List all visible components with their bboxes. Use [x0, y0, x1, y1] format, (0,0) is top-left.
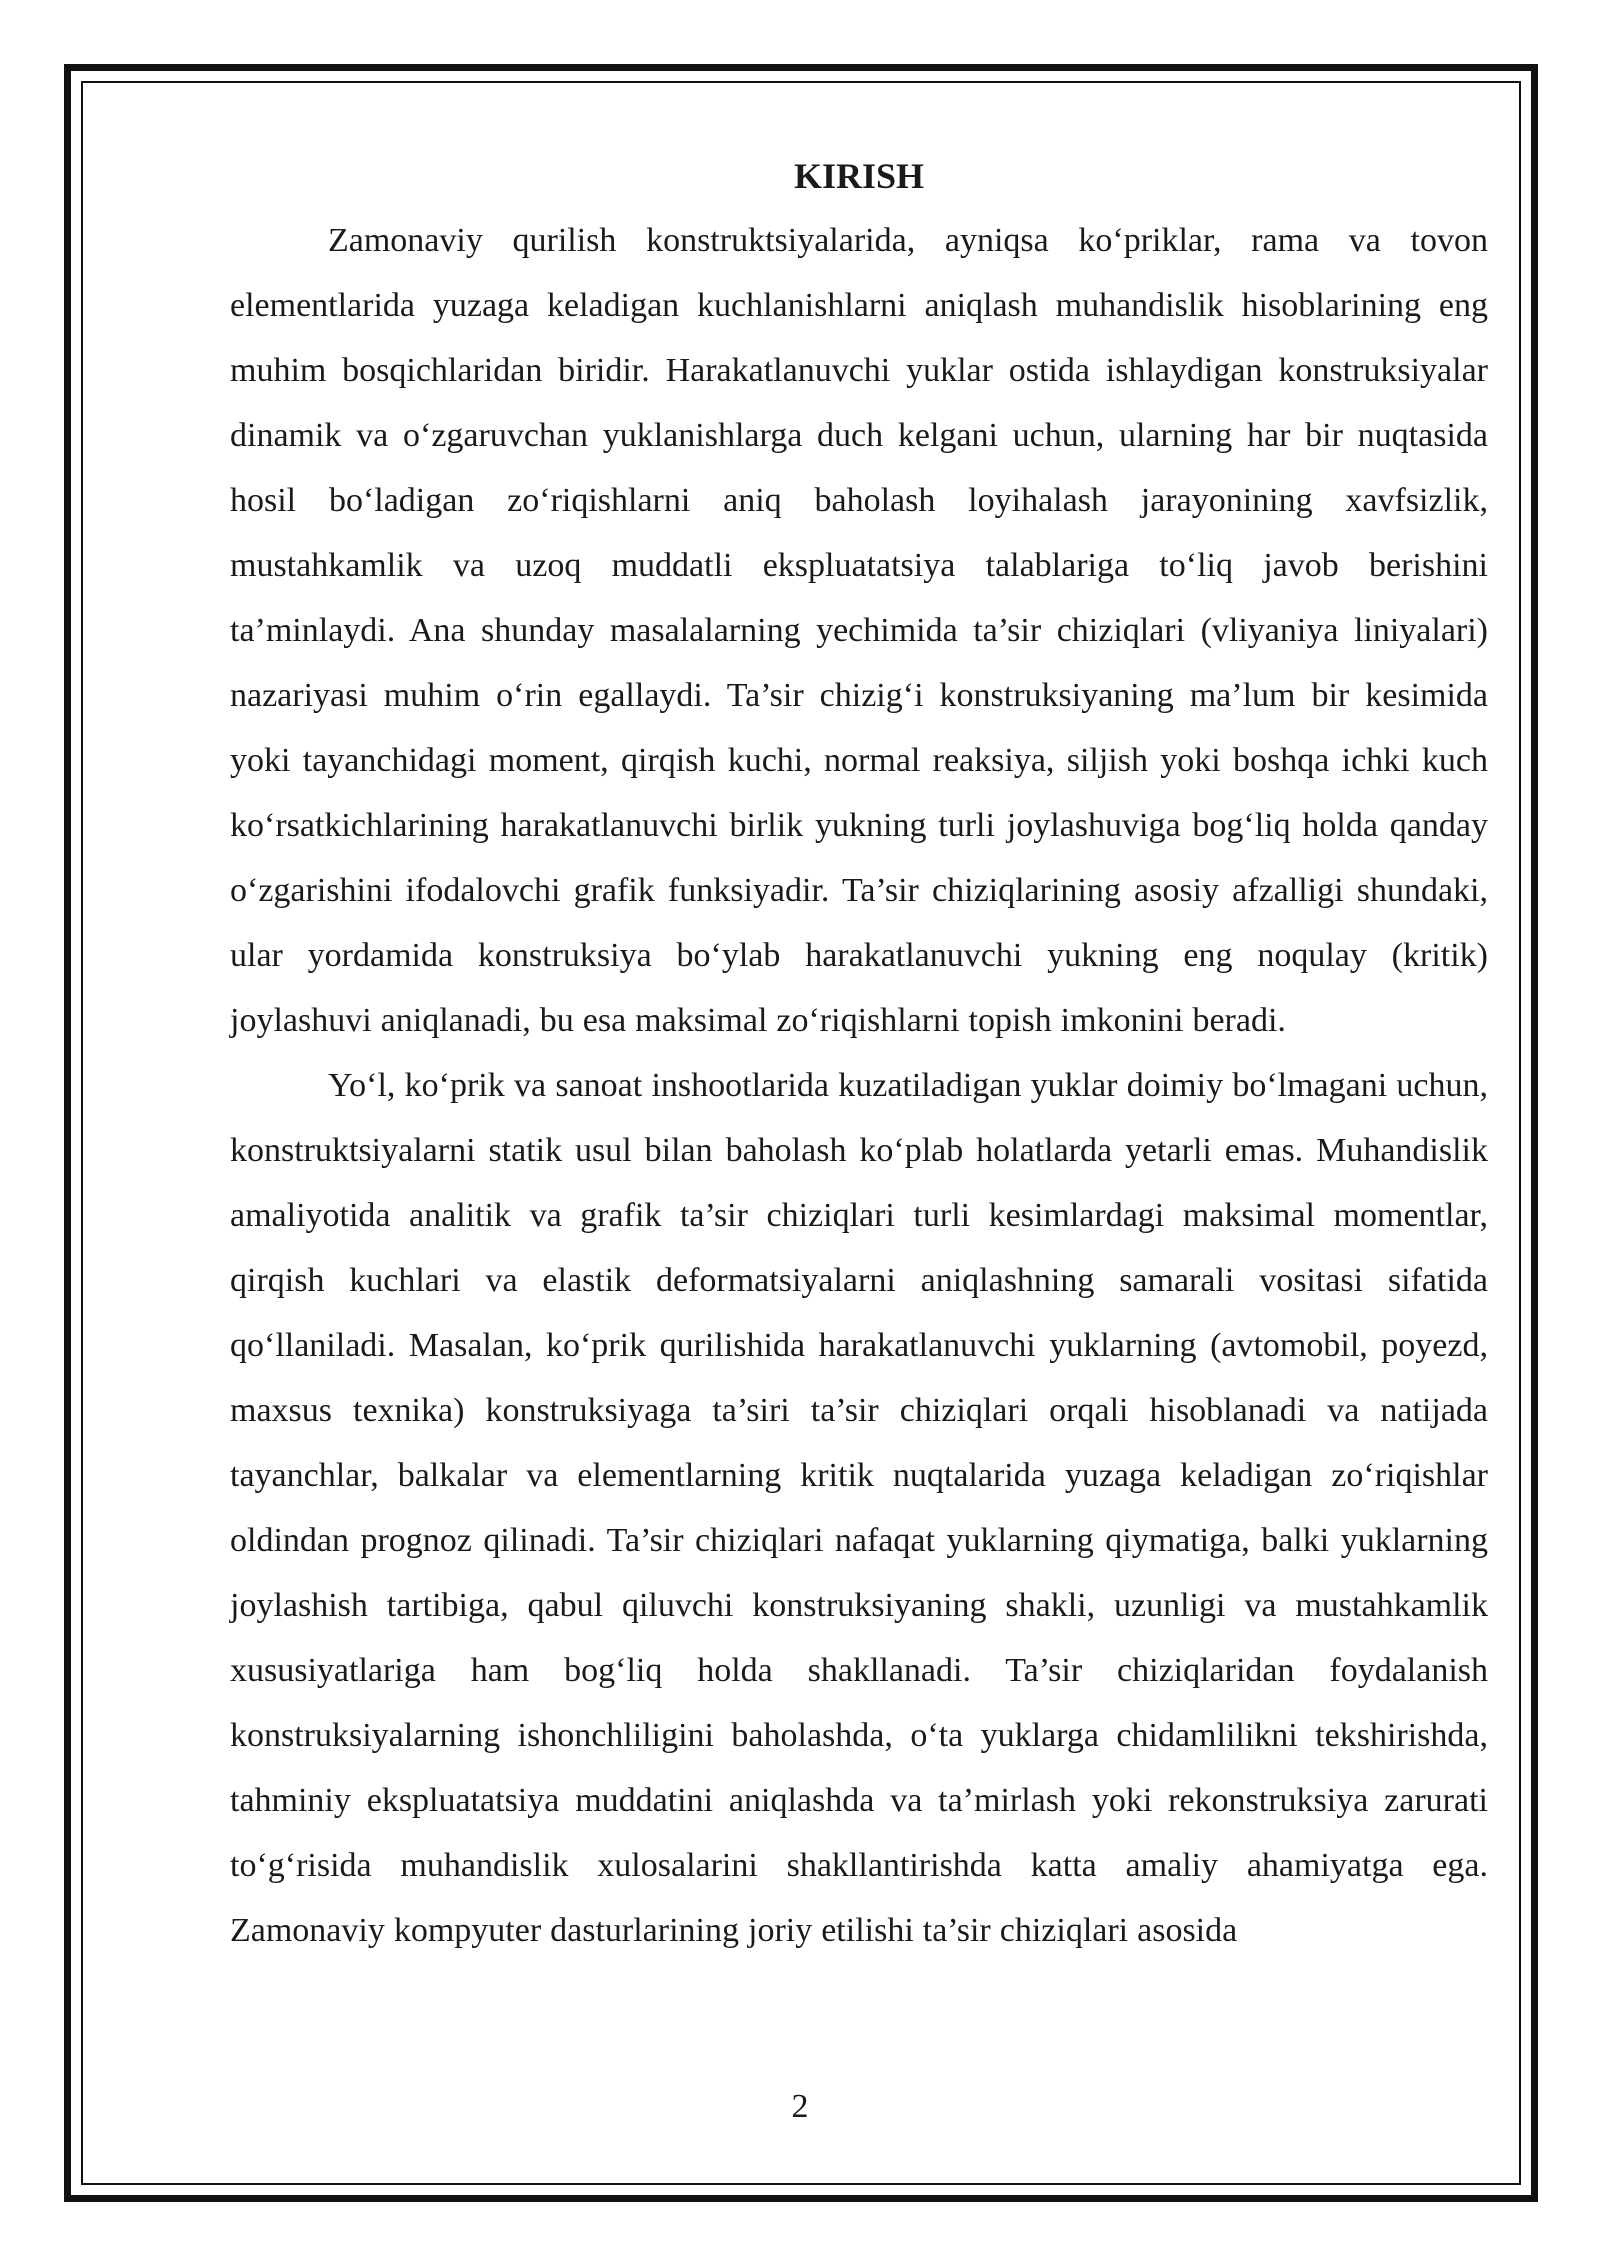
- paragraph-2: Yo‘l, ko‘prik va sanoat inshootlarida kuzatiladigan yuklar doimiy bo‘lmagani uchun, konstruktsiyalarni statik usul bilan baholash ko‘plab holatlarda yetarli emas. Muhandislik amaliyotida analitik va grafik ta’sir chiziqlari turli kesimlardagi maksimal momentlar, qirqish kuchlari va elastik deformatsiyalarni aniqlashning samarali vositasi sifatida qo‘llaniladi. Masalan, ko‘prik qurilishida harakatlanuvchi yuklarning (avtomobil, poyezd, maxsus texnika) konstruksiyaga ta’siri ta’sir chiziqlari orqali hisoblanadi va natijada tayanchlar, balkalar va elementlarning kritik nuqtalarida yuzaga keladigan zo‘riqishlar oldindan prognoz qilinadi. Ta’sir chiziqlari nafaqat yuklarning qiymatiga, balki yuklarning joylashish tartibiga, qabul qiluvchi konstruksiyaning shakli, uzunligi va mustahkamlik xususiyatlariga ham bog‘liq holda shakllanadi. Ta’sir chiziqlaridan foydalanish konstruksiyalarning ishonchliligini baholashda, o‘ta yuklarga chidamlilikni tekshirishda, tahminiy ekspluatatsiya muddatini aniqlashda va ta’mirlash yoki rekonstruksiya zarurati to‘g‘risida muhandislik xulosalarini shakllantirishda katta amaliy ahamiyatga ega. Zamonaviy kompyuter dasturlarining joriy etilishi ta’sir chiziqlari asosida: [230, 1067, 1488, 1949]
- page-title: KIRISH: [793, 156, 925, 196]
- paragraph-1: Zamonaviy qurilish konstruktsiyalarida, ayniqsa ko‘priklar, rama va tovon elementlarida yuzaga keladigan kuchlanishlarni aniqlash muhandislik hisoblarining eng muhim bosqichlaridan biridir. Harakatlanuvchi yuklar ostida ishlaydigan konstruksiyalar dinamik va o‘zgaruvchan yuklanishlarga duch kelgani uchun, ularning har bir nuqtasida hosil bo‘ladigan zo‘riqishlarni aniq baholash loyihalash jarayonining xavfsizlik, mustahkamlik va uzoq muddatli ekspluatatsiya talablariga to‘liq javob berishini ta’minlaydi. Ana shunday masalalarning yechimida ta’sir chiziqlari (vliyaniya liniyalari) nazariyasi muhim o‘rin egallaydi. Ta’sir chizig‘i konstruksiyaning ma’lum bir kesimida yoki tayanchidagi moment, qirqish kuchi, normal reaksiya, siljish yoki boshqa ichki kuch ko‘rsatkichlarining harakatlanuvchi birlik yukning turli joylashuviga bog‘liq holda qanday o‘zgarishini ifodalovchi grafik funksiyadir. Ta’sir chiziqlarining asosiy afzalligi shundaki, ular yordamida konstruksiya bo‘ylab harakatlanuvchi yukning eng noqulay (kritik) joylashuvi aniqlanadi, bu esa maksimal zo‘riqishlarni topish imkonini beradi.: [230, 222, 1488, 1039]
- page-content: [230, 150, 1488, 1963]
- page-number: 2: [791, 2088, 809, 2125]
